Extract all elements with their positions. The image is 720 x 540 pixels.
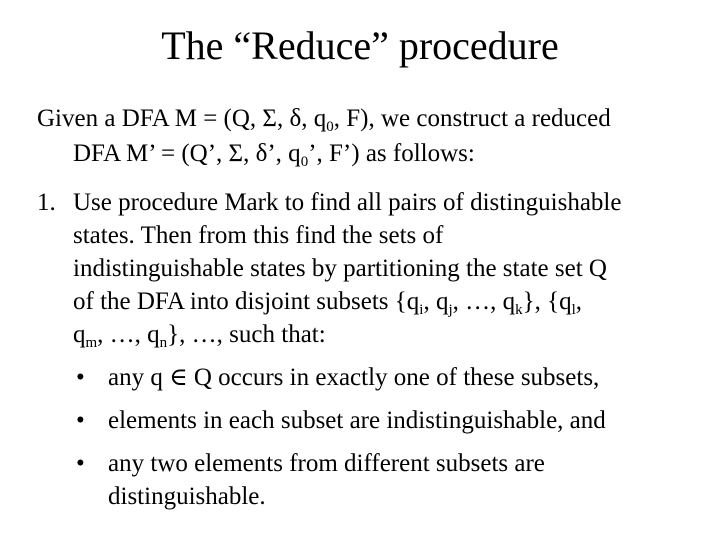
- step-1-line-4-text-d: }, {q: [522, 288, 572, 315]
- step-1-line-5-text-a: q: [73, 321, 86, 348]
- bullet-2-text: elements in each subset are indistinguishable, and: [108, 407, 606, 434]
- bullet-3-line-2: distinguishable.: [108, 483, 266, 510]
- step-1-line-5-text-b: , …, q: [97, 321, 160, 348]
- intro-line-2-subscript: 0: [300, 154, 309, 170]
- subscript-i: i: [419, 302, 424, 318]
- bullet-1-text: any q ∈ Q occurs in exactly one of these subsets,: [108, 364, 600, 391]
- step-1-line-4: [73, 285, 582, 318]
- subscript-m: m: [85, 335, 98, 351]
- intro-line-1-text-a: Given a DFA M = (Q, Σ, δ, q: [37, 105, 327, 132]
- bullet-3-marker: •: [76, 450, 85, 477]
- intro-line-2-text-b: ’, F’) as follows:: [308, 140, 475, 167]
- subscript-n: n: [159, 335, 168, 351]
- step-1-line-5-text-c: }, …, such that:: [167, 321, 326, 348]
- step-1-line-4-text-b: , q: [423, 288, 449, 315]
- bullet-2-marker: •: [76, 407, 85, 434]
- subscript-l: l: [571, 302, 576, 318]
- subscript-j: j: [448, 302, 453, 318]
- step-1-line-4-text-a: of the DFA into disjoint subsets {q: [73, 288, 420, 315]
- subscript-k: k: [515, 302, 523, 318]
- step-1-line-4-text-e: ,: [575, 288, 583, 315]
- intro-line-2: [73, 137, 475, 170]
- slide-title: The “Reduce” procedure: [161, 23, 559, 68]
- step-1-line-1: Use procedure Mark to find all pairs of distinguishable: [73, 189, 622, 216]
- intro-line-2-text-a: DFA M’ = (Q’, Σ, δ’, q: [73, 140, 301, 167]
- bullet-3-line-1: any two elements from different subsets are: [108, 450, 545, 477]
- intro-line-1-subscript: 0: [326, 119, 334, 135]
- intro-line-1-text-b: , F), we construct a reduced: [333, 105, 611, 132]
- step-1-number: 1.: [37, 189, 56, 216]
- intro-line-1: [37, 102, 611, 135]
- step-1-line-4-text-c: , …, q: [452, 288, 516, 315]
- step-1-line-2: states. Then from this find the sets of: [73, 222, 444, 249]
- step-1-line-3: indistinguishable states by partitioning the state set Q: [73, 255, 607, 282]
- step-1-line-5: [73, 318, 326, 351]
- bullet-1-marker: •: [76, 364, 85, 391]
